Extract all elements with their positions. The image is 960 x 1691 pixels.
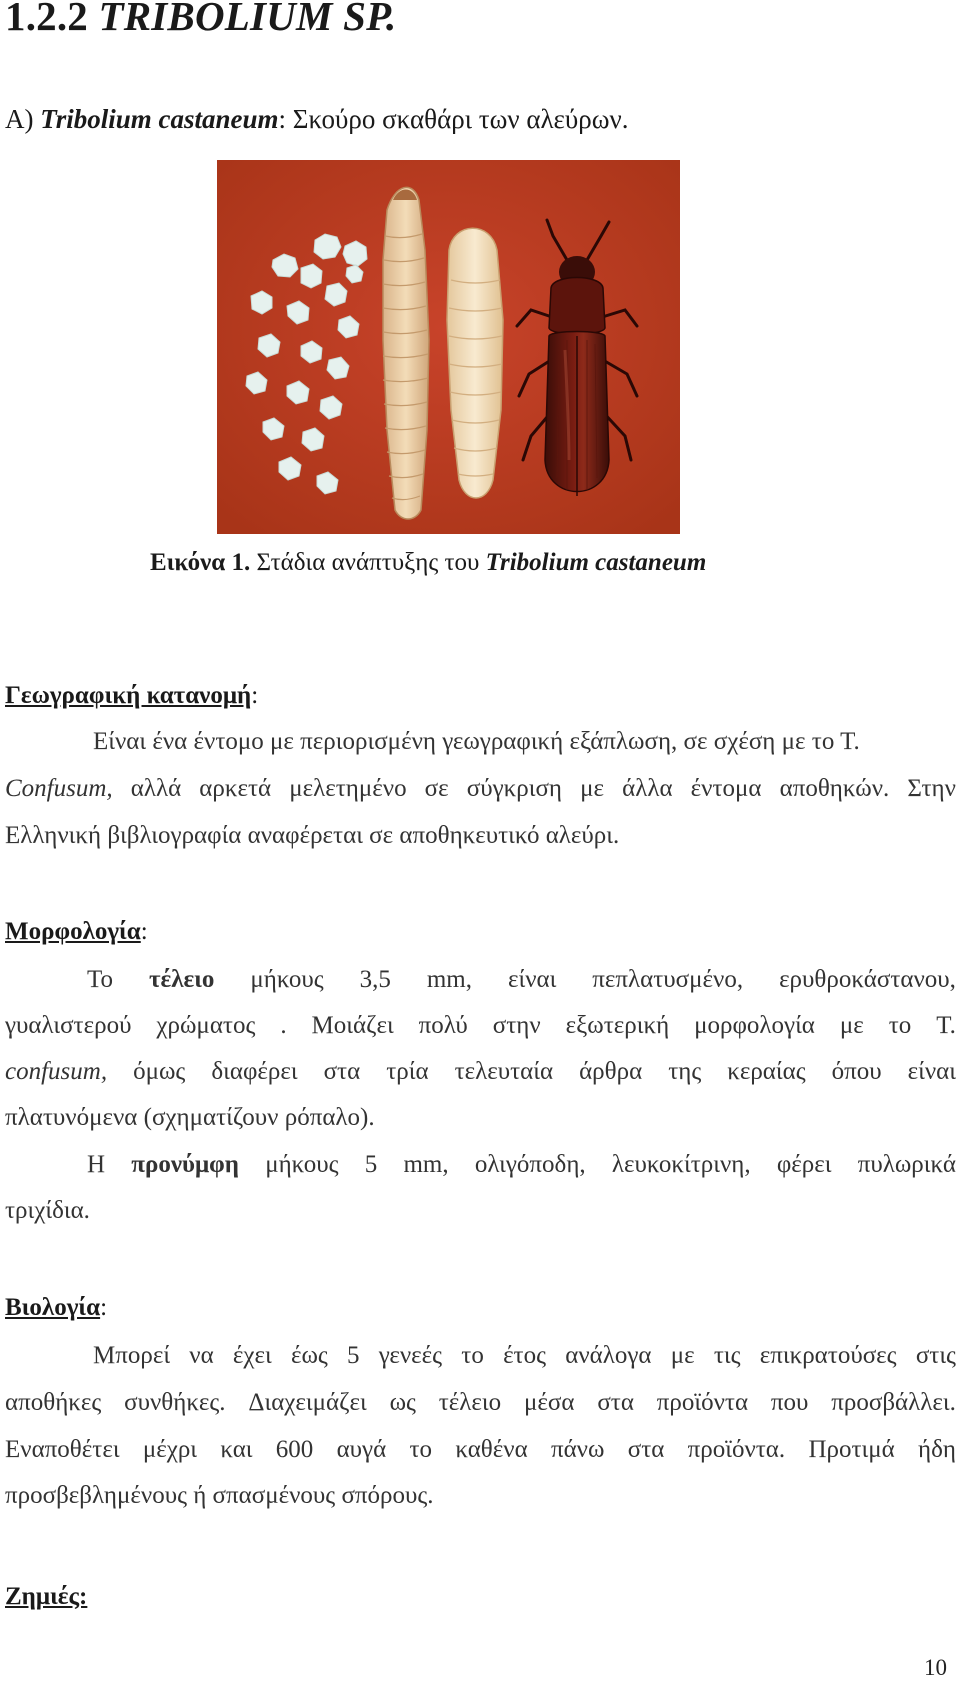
word: 5 (364, 1151, 378, 1178)
word: Στην (907, 775, 956, 802)
word: το (409, 1436, 433, 1463)
word: πολύ (418, 1012, 468, 1039)
bio-line-1 (93, 1342, 956, 1370)
word: είναι (507, 966, 557, 993)
word: μήκους (250, 966, 324, 993)
word: σύγκριση (466, 775, 563, 802)
morph-p1-line-1 (87, 966, 956, 994)
word: σε (424, 775, 449, 802)
word: όπου (831, 1058, 882, 1085)
word: στις (915, 1342, 956, 1369)
section-name: TRIBOLIUM SP. (98, 0, 397, 39)
bio-line-3 (5, 1436, 956, 1464)
word: που (770, 1389, 809, 1416)
word: προϊόντα. (687, 1436, 786, 1463)
word: όμως (133, 1058, 186, 1085)
word: καθένα (455, 1436, 528, 1463)
morph-label: Μορφολογία (5, 918, 141, 945)
word: μορφολογία (694, 1012, 815, 1039)
figure-caption (150, 549, 706, 577)
word: άλλα (622, 775, 673, 802)
word: τις (713, 1342, 741, 1369)
word: αποθήκες (5, 1389, 102, 1416)
word: mm, (426, 966, 473, 993)
word: Το (87, 966, 114, 993)
word: Προτιμά (808, 1436, 895, 1463)
caption-text: Στάδια ανάπτυξης του (250, 549, 486, 576)
morph-heading (5, 918, 148, 946)
word: φέρει (776, 1151, 832, 1178)
caption-label: Εικόνα 1. (150, 549, 251, 576)
word: ολιγόποδη, (474, 1151, 586, 1178)
word: τρία (386, 1058, 429, 1085)
word: διαφέρει (211, 1058, 298, 1085)
subheading-species: Tribolium castaneum (40, 104, 279, 134)
word: με (670, 1342, 695, 1369)
word: μέσα (524, 1389, 575, 1416)
word: mm, (403, 1151, 449, 1178)
word: με (580, 775, 605, 802)
word: τελευταία (454, 1058, 554, 1085)
bio-label: Βιολογία (5, 1294, 101, 1321)
word: έτος (503, 1342, 547, 1369)
geo-line-3: Ελληνική βιβλιογραφία αναφέρεται σε αποθηκευτικό αλεύρι. (5, 822, 620, 849)
word: Εναποθέτει (5, 1436, 120, 1463)
page-number: 10 (924, 1655, 947, 1680)
figure-life-stages (217, 160, 680, 534)
word: αλλά (130, 775, 182, 802)
geo-line-1: Είναι ένα έντομο με περιορισμένη γεωγραφική εξάπλωση, σε σχέση με το Τ. (93, 728, 860, 755)
word: Μοιάζει (311, 1012, 394, 1039)
geo-label: Γεωγραφική κατανομή (5, 682, 252, 709)
word: προϊόντα (656, 1389, 749, 1416)
bio-heading (5, 1294, 107, 1322)
morph-p1-line-3 (5, 1058, 956, 1086)
word: πάνω (550, 1436, 605, 1463)
morph-colon: : (140, 918, 148, 945)
word: στα (597, 1389, 634, 1416)
subheading-letter: A) (5, 104, 41, 134)
word: μέχρι (142, 1436, 198, 1463)
word: έχει (232, 1342, 272, 1369)
word: το (461, 1342, 484, 1369)
damage-label: Ζημιές: (5, 1583, 88, 1610)
word: προσβάλλει. (831, 1389, 956, 1416)
word: προνύμφη (131, 1151, 239, 1178)
word: της (668, 1058, 702, 1085)
geo-heading (5, 682, 258, 710)
word: ως (389, 1389, 416, 1416)
word: ερυθροκάστανου, (779, 966, 956, 993)
caption-species: Tribolium castaneum (485, 549, 707, 576)
word: με (839, 1012, 864, 1039)
morph-p2-line-1 (87, 1151, 956, 1179)
word: να (189, 1342, 214, 1369)
word: το (888, 1012, 912, 1039)
word: ήδη (918, 1436, 956, 1463)
word: Μπορεί (93, 1342, 171, 1369)
geo-colon: : (251, 682, 259, 709)
morph-p1-line-2 (5, 1012, 956, 1040)
word: χρώματος (156, 1012, 256, 1039)
word: άρθρα (579, 1058, 643, 1085)
word: 3,5 (359, 966, 391, 993)
word: στην (492, 1012, 541, 1039)
word: γενεές (378, 1342, 443, 1369)
bio-line-2 (5, 1389, 956, 1417)
section-number: 1.2.2 (5, 0, 99, 39)
word: πεπλατυσμένο, (592, 966, 744, 993)
word: μελετημένο (289, 775, 407, 802)
word: εξωτερική (565, 1012, 670, 1039)
bio-colon: : (100, 1294, 108, 1321)
word: είναι (907, 1058, 956, 1085)
word: έντομα (690, 775, 762, 802)
word: τέλειο (149, 966, 215, 993)
word: στα (323, 1058, 361, 1085)
subheading-rest: : Σκούρο σκαθάρι των αλεύρων. (278, 104, 629, 134)
word: κεραίας (727, 1058, 806, 1085)
word: στα (627, 1436, 665, 1463)
word: 600 (275, 1436, 314, 1463)
damage-heading (5, 1583, 87, 1611)
word: γυαλιστερού (5, 1012, 132, 1039)
word: λευκοκίτρινη, (611, 1151, 751, 1178)
word: πυλωρικά (857, 1151, 956, 1178)
word: μήκους (265, 1151, 339, 1178)
word: 5 (347, 1342, 360, 1369)
morph-p2-line-2: τριχίδια. (5, 1197, 90, 1224)
word: τέλειο (438, 1389, 502, 1416)
word: Διαχειμάζει (248, 1389, 367, 1416)
word: Η (87, 1151, 106, 1178)
morph-p1-line-4: πλατυνόμενα (σχηματίζουν ρόπαλο). (5, 1104, 375, 1131)
word: confusum, (5, 1058, 108, 1085)
word: αρκετά (199, 775, 272, 802)
geo-line-2 (5, 775, 956, 803)
word: συνθήκες. (124, 1389, 226, 1416)
word: Confusum, (5, 775, 113, 802)
word: επικρατούσες (759, 1342, 897, 1369)
word: έως (290, 1342, 328, 1369)
bio-line-4: προσβεβλημένους ή σπασμένους σπόρους. (5, 1482, 434, 1509)
word: . (280, 1012, 287, 1039)
section-title (5, 0, 396, 40)
word: Τ. (936, 1012, 956, 1039)
word: ανάλογα (565, 1342, 652, 1369)
word: και (220, 1436, 253, 1463)
species-subheading (5, 104, 628, 135)
word: αποθηκών. (779, 775, 890, 802)
word: αυγά (336, 1436, 387, 1463)
